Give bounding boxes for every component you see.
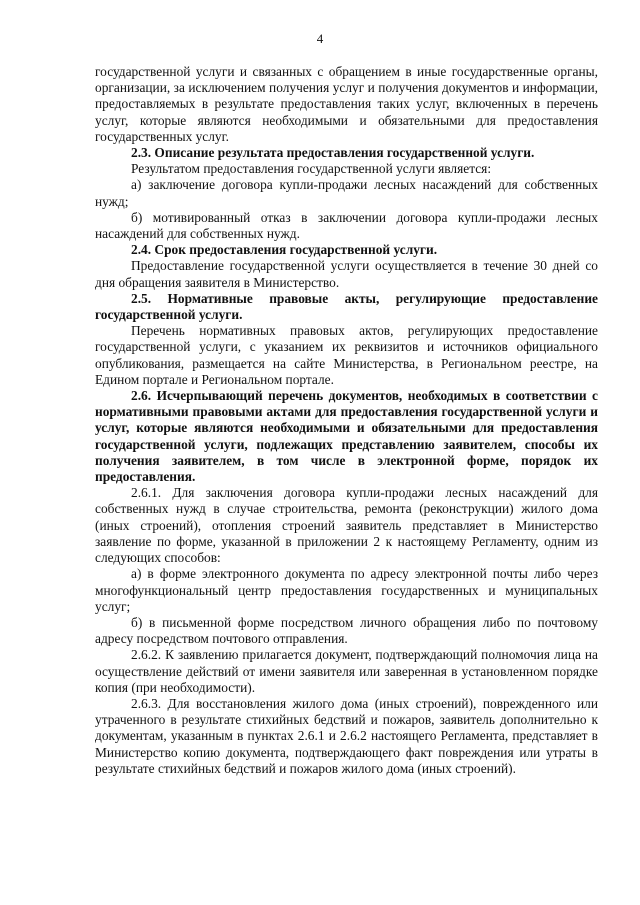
page-number: 4 xyxy=(316,31,324,46)
document-body xyxy=(95,64,598,777)
list-item: а) заключение договора купли-продажи лесных насаждений для собственных нужд; xyxy=(95,177,598,209)
heading-2-4: 2.4. Срок предоставления государственной услуги. xyxy=(131,242,438,258)
paragraph-continuation: государственной услуги и связанных с обращением в иные государственные органы, организации, за исключением получения услуг и получения документов и информации, предоставляемых в результате предоставления таких услуг, включенных в перечень услуг, которые являются необходимыми и обязательными для предоставления государственных услуг. xyxy=(95,64,598,144)
paragraph: Перечень нормативных правовых актов, регулирующих предоставление государственной услуги, с указанием их реквизитов и источников официального опубликования, размещается на сайте Министерства, в Региональном реестре, на Едином портале и Региональном портале. xyxy=(95,323,598,387)
list-item: б) в письменной форме посредством личного обращения либо по почтовому адресу посредством почтового отправления. xyxy=(95,614,598,647)
paragraph: Результатом предоставления государственной услуги является: xyxy=(131,161,492,177)
paragraph-2-6-3: 2.6.3. Для восстановления жилого дома (иных строений), поврежденного или утраченного в результате стихийных бедствий и пожаров, заявитель дополнительно к документам, указанным в пунктах 2.6.1 и 2.6.2 настоящего Регламента, представляет в Министерство копию документа, подтверждающего факт повреждения или утраты в результате стихийных бедствий и пожаров жилого дома (иных строений). xyxy=(95,695,598,776)
list-item: а) в форме электронного документа по адресу электронной почты либо через многофункциональный центр предоставления государственных и муниципальных услуг; xyxy=(95,566,598,614)
heading-2-3: 2.3. Описание результата предоставления государственной услуги. xyxy=(131,145,535,161)
heading-2-6: 2.6. Исчерпывающий перечень документов, необходимых в соответствии с нормативными правовыми актами для предоставления государственной услуги и услуг, которые являются необходимыми и обязательными для предоставления государственной услуги, подлежащих представлению заявителем, способы их получения заявителем, в том числе в электронной форме, порядок их предоставления. xyxy=(95,388,598,485)
heading-2-5: 2.5. Нормативные правовые акты, регулирующие предоставление государственной услуги. xyxy=(95,290,598,323)
list-item: б) мотивированный отказ в заключении договора купли-продажи лесных насаждений для собственных нужд. xyxy=(95,209,598,242)
paragraph: Предоставление государственной услуги осуществляется в течение 30 дней со дня обращения заявителя в Министерство. xyxy=(95,258,598,290)
paragraph-2-6-1: 2.6.1. Для заключения договора купли-продажи лесных насаждений для собственных нужд в случае строительства, ремонта (реконструкции) жилого дома (иных строений), отопления строений заявитель представляет в Министерство заявление по форме, указанной в приложении 2 к настоящему Регламенту, одним из следующих способов: xyxy=(95,485,598,566)
paragraph-2-6-2: 2.6.2. К заявлению прилагается документ, подтверждающий полномочия лица на осуществление действий от имени заявителя или заверенная в установленном порядке копия (при необходимости). xyxy=(95,647,598,695)
